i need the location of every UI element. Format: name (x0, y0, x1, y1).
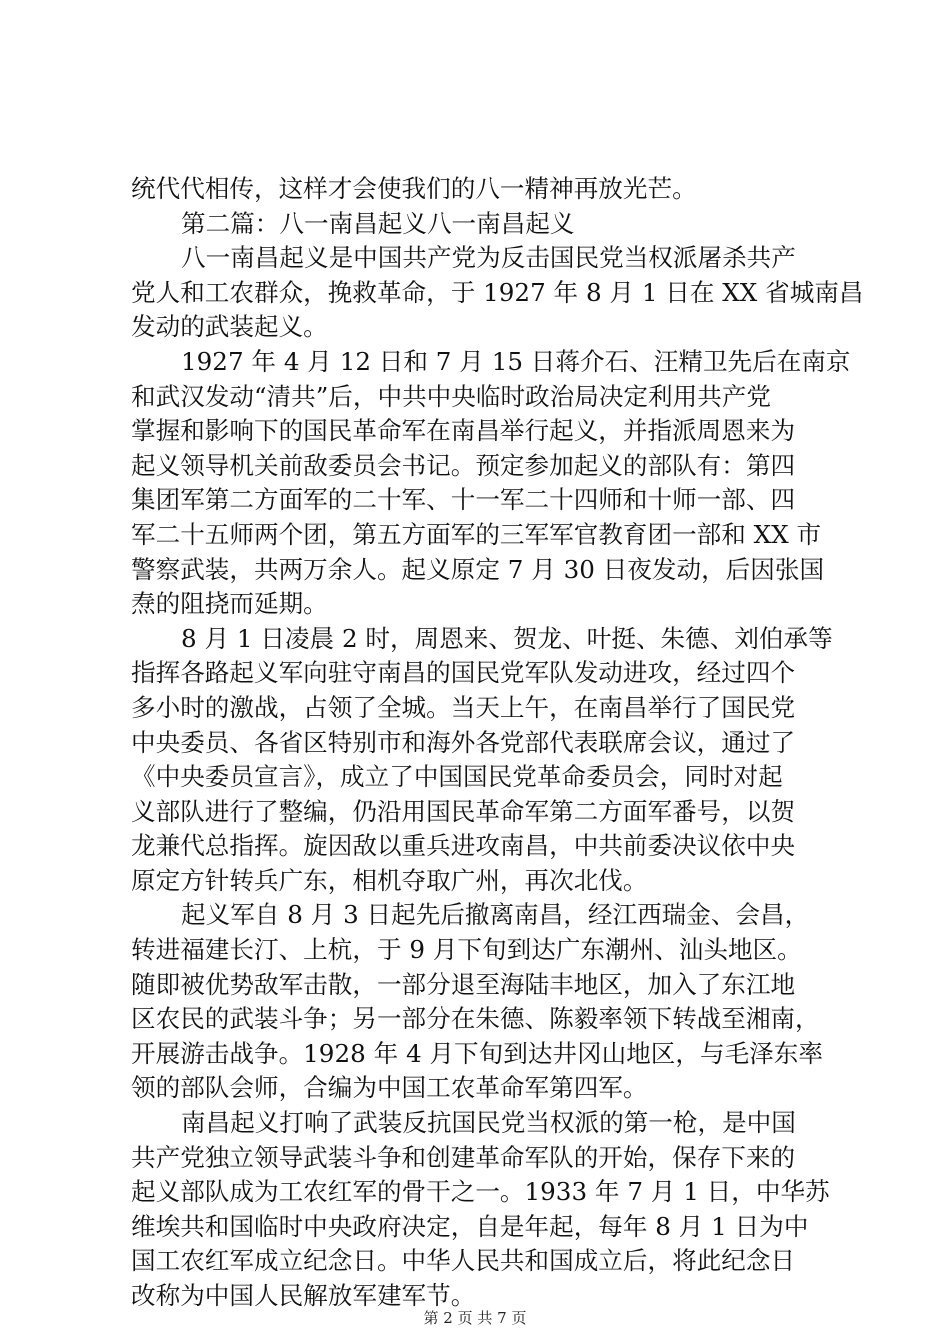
text-line: 维埃共和国临时中央政府决定，自是年起，每年 8 月 1 日为中 (131, 1211, 809, 1241)
text-line: 军二十五师两个团，第五方面军的三军军官教育团一部和 XX 市 (131, 519, 822, 549)
text-line: 起义部队成为工农红军的骨干之一。1933 年 7 月 1 日，中华苏 (131, 1177, 830, 1207)
paragraph-first-line: 1927 年 4 月 12 日和 7 月 15 日蒋介石、汪精卫先后在南京 (181, 346, 851, 376)
text-line: 区农民的武装斗争；另一部分在朱德、陈毅率领下转战至湘南， (131, 1004, 820, 1034)
page-footer: 第 2 页 共 7 页 (423, 1309, 527, 1327)
text-line: 发动的武装起义。 (131, 312, 328, 342)
text-line: 党人和工农群众，挽救革命，于 1927 年 8 月 1 日在 XX 省城南昌 (131, 277, 864, 307)
text-line: 共产党独立领导武装斗争和创建革命军队的开始，保存下来的 (131, 1142, 796, 1172)
text-line: 领的部队会师，合编为中国工农革命军第四军。 (131, 1073, 648, 1103)
text-line: 原定方针转兵广东，相机夺取广州，再次北伐。 (131, 865, 648, 895)
paragraph-first-line: 第二篇：八一南昌起义八一南昌起义 (181, 208, 575, 238)
text-line: 开展游击战争。1928 年 4 月下旬到达井冈山地区，与毛泽东率 (131, 1038, 823, 1068)
text-line: 指挥各路起义军向驻守南昌的国民党军队发动进攻，经过四个 (131, 658, 796, 688)
text-line: 《中央委员宣言》，成立了中国国民党革命委员会，同时对起 (131, 762, 783, 792)
text-line: 警察武装，共两万余人。起义原定 7 月 30 日夜发动，后因张国 (131, 554, 825, 584)
text-line: 统代代相传，这样才会使我们的八一精神再放光芒。 (131, 174, 697, 203)
paragraph-first-line: 八一南昌起义是中国共产党为反击国民党当权派屠杀共产 (181, 243, 796, 273)
text-line: 掌握和影响下的国民革命军在南昌举行起义，并指派周恩来为 (131, 416, 796, 446)
paragraph-first-line: 南昌起义打响了武装反抗国民党当权派的第一枪，是中国 (181, 1108, 796, 1138)
text-line: 转进福建长汀、上杭，于 9 月下旬到达广东潮州、汕头地区。 (131, 935, 802, 965)
document-body (131, 172, 864, 1314)
text-line: 随即被优势敌军击散，一部分退至海陆丰地区，加入了东江地 (131, 969, 796, 999)
paragraph-first-line: 起义军自 8 月 3 日起先后撤离南昌，经江西瑞金、会昌， (181, 900, 810, 930)
text-line: 和武汉发动“清共”后，中共中央临时政治局决定利用共产党 (131, 381, 771, 411)
paragraph-first-line: 8 月 1 日凌晨 2 时，周恩来、贺龙、叶挺、朱德、刘伯承等 (181, 623, 833, 653)
text-line: 义部队进行了整编，仍沿用国民革命军第二方面军番号，以贺 (131, 796, 796, 826)
text-line: 中央委员、各省区特别市和海外各党部代表联席会议，通过了 (131, 727, 796, 757)
text-line: 国工农红军成立纪念日。中华人民共和国成立后，将此纪念日 (131, 1246, 796, 1276)
text-line: 焘的阻挠而延期。 (131, 589, 328, 619)
text-line: 改称为中国人民解放军建军节。 (131, 1281, 476, 1310)
text-line: 集团军第二方面军的二十军、十一军二十四师和十师一部、四 (131, 485, 796, 515)
text-line: 龙兼代总指挥。旋因敌以重兵进攻南昌，中共前委决议依中央 (131, 831, 796, 861)
text-line: 多小时的激战，占领了全城。当天上午，在南昌举行了国民党 (131, 692, 796, 722)
text-line: 起义领导机关前敌委员会书记。预定参加起义的部队有：第四 (131, 450, 796, 480)
